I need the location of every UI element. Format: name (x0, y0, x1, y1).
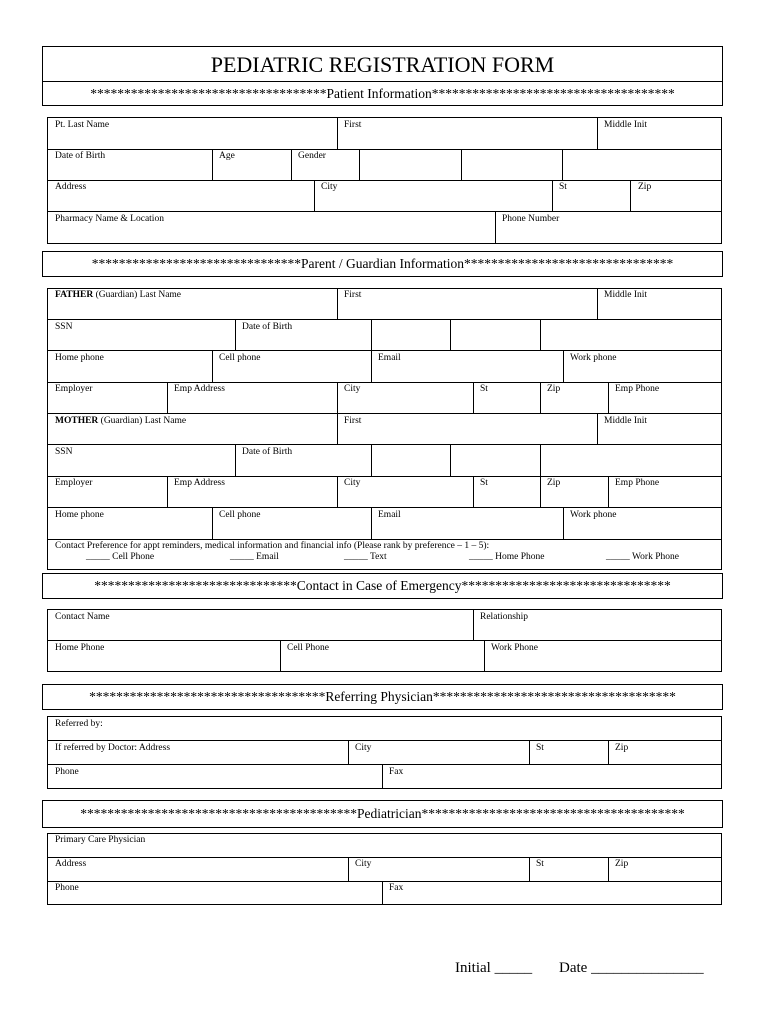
patient-city-field[interactable]: City (321, 182, 338, 192)
father-last-name-field[interactable] (55, 290, 181, 301)
cell-divider (461, 149, 462, 180)
father-label: FATHER (55, 290, 94, 300)
cell-divider (563, 507, 564, 539)
cell-divider (337, 476, 338, 507)
row-divider (47, 881, 722, 882)
row-divider (47, 350, 722, 351)
patient-middle-init-field[interactable]: Middle Init (604, 120, 648, 130)
pharmacy-phone-field[interactable]: Phone Number (502, 214, 560, 224)
mother-middle-init-field[interactable]: Middle Init (604, 416, 648, 426)
patient-state-field[interactable]: St (559, 182, 567, 192)
father-employer-field[interactable]: Employer (55, 384, 93, 394)
patient-dob-field[interactable]: Date of Birth (55, 151, 106, 161)
cell-divider (473, 609, 474, 640)
pref-home-phone[interactable]: _____ Home Phone (469, 552, 545, 562)
cell-divider (484, 640, 485, 672)
cell-divider (212, 149, 213, 180)
row-divider (47, 539, 722, 540)
row-divider (47, 149, 722, 150)
row-divider (47, 413, 722, 414)
cell-divider (597, 413, 598, 444)
referred-by-field[interactable]: Referred by: (55, 719, 103, 729)
mother-zip-field[interactable]: Zip (547, 478, 561, 488)
father-home-phone-field[interactable]: Home phone (55, 353, 104, 363)
cell-divider (280, 640, 281, 672)
emergency-contact-name-field[interactable]: Contact Name (55, 612, 110, 622)
mother-label: MOTHER (55, 416, 99, 426)
section-header-referring: ***********************************Referring Physician************************************ (42, 684, 723, 710)
cell-divider (348, 740, 349, 764)
cell-divider (540, 444, 541, 476)
pediatrician-state-field[interactable]: St (536, 859, 544, 869)
cell-divider (371, 350, 372, 382)
pref-email[interactable]: _____ Email (230, 552, 279, 562)
cell-divider (529, 740, 530, 764)
emergency-home-phone-field[interactable]: Home Phone (55, 643, 105, 653)
cell-divider (314, 180, 315, 211)
cell-divider (473, 382, 474, 413)
cell-divider (608, 382, 609, 413)
cell-divider (563, 350, 564, 382)
row-divider (47, 507, 722, 508)
row-divider (47, 319, 722, 320)
cell-divider (348, 857, 349, 881)
row-divider (47, 211, 722, 212)
mother-state-field[interactable]: St (480, 478, 488, 488)
patient-age-field[interactable]: Age (219, 151, 235, 161)
cell-divider (608, 857, 609, 881)
referring-state-field[interactable]: St (536, 743, 544, 753)
referring-zip-field[interactable]: Zip (615, 743, 629, 753)
father-emp-phone-field[interactable]: Emp Phone (615, 384, 660, 394)
patient-last-name-field[interactable]: Pt. Last Name (55, 120, 110, 130)
cell-divider (337, 382, 338, 413)
mother-ssn-field[interactable]: SSN (55, 447, 73, 457)
pref-text[interactable]: _____ Text (344, 552, 387, 562)
mother-city-field[interactable]: City (344, 478, 361, 488)
row-divider (47, 640, 722, 641)
father-last-name-label: (Guardian) Last Name (93, 290, 182, 300)
cell-divider (597, 288, 598, 319)
cell-divider (540, 319, 541, 350)
cell-divider (167, 382, 168, 413)
cell-divider (337, 288, 338, 319)
mother-emp-phone-field[interactable]: Emp Phone (615, 478, 660, 488)
cell-divider (382, 764, 383, 789)
cell-divider (235, 444, 236, 476)
cell-divider (540, 382, 541, 413)
pediatrician-phone-field[interactable]: Phone (55, 883, 79, 893)
cell-divider (371, 444, 372, 476)
cell-divider (608, 476, 609, 507)
cell-divider (337, 413, 338, 444)
mother-email-field[interactable]: Email (378, 510, 401, 520)
mother-cell-phone-field[interactable]: Cell phone (219, 510, 261, 520)
cell-divider (291, 149, 292, 180)
row-divider (47, 740, 722, 741)
cell-divider (371, 507, 372, 539)
patient-zip-field[interactable]: Zip (638, 182, 652, 192)
section-header-emergency: ******************************Contact in Case of Emergency******************************* (42, 573, 723, 599)
mother-emp-address-field[interactable]: Emp Address (174, 478, 225, 488)
pediatrician-fax-field[interactable]: Fax (389, 883, 404, 893)
row-divider (47, 180, 722, 181)
row-divider (47, 857, 722, 858)
initial-field[interactable]: Initial _____ (455, 960, 533, 976)
emergency-work-phone-field[interactable]: Work Phone (491, 643, 538, 653)
cell-divider (552, 180, 553, 211)
referring-address-field[interactable]: If referred by Doctor: Address (55, 743, 171, 753)
father-zip-field[interactable]: Zip (547, 384, 561, 394)
row-divider (47, 764, 722, 765)
row-divider (47, 476, 722, 477)
cell-divider (597, 117, 598, 149)
cell-divider (540, 476, 541, 507)
title-divider (42, 81, 723, 82)
pediatrician-zip-field[interactable]: Zip (615, 859, 629, 869)
mother-work-phone-field[interactable]: Work phone (570, 510, 617, 520)
mother-first-name-field[interactable]: First (344, 416, 362, 426)
form-title: PEDIATRIC REGISTRATION FORM (210, 52, 555, 77)
mother-last-name-label: (Guardian) Last Name (98, 416, 187, 426)
father-ssn-field[interactable]: SSN (55, 322, 73, 332)
section-header-patient: ***********************************Patient Information************************************ (90, 86, 675, 101)
row-divider (47, 444, 722, 445)
cell-divider (562, 149, 563, 180)
contact-preference-text: Contact Preference for appt reminders, medical information and financial info (Please rank by preference – 1 – 5): (55, 541, 490, 551)
father-dob-field[interactable]: Date of Birth (242, 322, 293, 332)
cell-divider (337, 117, 338, 149)
mother-employer-field[interactable]: Employer (55, 478, 93, 488)
referring-phone-field[interactable]: Phone (55, 767, 79, 777)
row-divider (47, 382, 722, 383)
father-state-field[interactable]: St (480, 384, 488, 394)
father-emp-address-field[interactable]: Emp Address (174, 384, 225, 394)
cell-divider (450, 319, 451, 350)
date-field[interactable]: Date _______________ (559, 960, 704, 976)
cell-divider (235, 319, 236, 350)
father-cell-phone-field[interactable]: Cell phone (219, 353, 261, 363)
cell-divider (529, 857, 530, 881)
referring-city-field[interactable]: City (355, 743, 372, 753)
parent-info-table (47, 288, 722, 570)
patient-gender-field[interactable]: Gender (298, 151, 326, 161)
cell-divider (608, 740, 609, 764)
emergency-cell-phone-field[interactable]: Cell Phone (287, 643, 329, 653)
patient-address-field[interactable]: Address (55, 182, 87, 192)
father-city-field[interactable]: City (344, 384, 361, 394)
emergency-relationship-field[interactable]: Relationship (480, 612, 529, 622)
father-email-field[interactable]: Email (378, 353, 401, 363)
cell-divider (371, 319, 372, 350)
cell-divider (212, 507, 213, 539)
cell-divider (473, 476, 474, 507)
father-middle-init-field[interactable]: Middle Init (604, 290, 648, 300)
pharmacy-field[interactable]: Pharmacy Name & Location (55, 214, 164, 224)
cell-divider (495, 211, 496, 244)
cell-divider (382, 881, 383, 905)
mother-dob-field[interactable]: Date of Birth (242, 447, 293, 457)
pref-cell-phone[interactable]: _____ Cell Phone (86, 552, 155, 562)
mother-home-phone-field[interactable]: Home phone (55, 510, 104, 520)
pediatrician-city-field[interactable]: City (355, 859, 372, 869)
section-header-pediatrician: *****************************************Pediatrician*************************************** (42, 800, 723, 828)
primary-care-physician-field[interactable]: Primary Care Physician (55, 835, 146, 845)
cell-divider (359, 149, 360, 180)
pediatrician-address-field[interactable]: Address (55, 859, 87, 869)
father-work-phone-field[interactable]: Work phone (570, 353, 617, 363)
cell-divider (212, 350, 213, 382)
referring-fax-field[interactable]: Fax (389, 767, 404, 777)
father-first-name-field[interactable]: First (344, 290, 362, 300)
mother-last-name-field[interactable] (55, 416, 186, 427)
pref-work-phone[interactable]: _____ Work Phone (606, 552, 679, 562)
cell-divider (167, 476, 168, 507)
cell-divider (630, 180, 631, 211)
patient-first-name-field[interactable]: First (344, 120, 362, 130)
section-header-parent: *******************************Parent / Guardian Information******************************* (42, 251, 723, 277)
cell-divider (450, 444, 451, 476)
